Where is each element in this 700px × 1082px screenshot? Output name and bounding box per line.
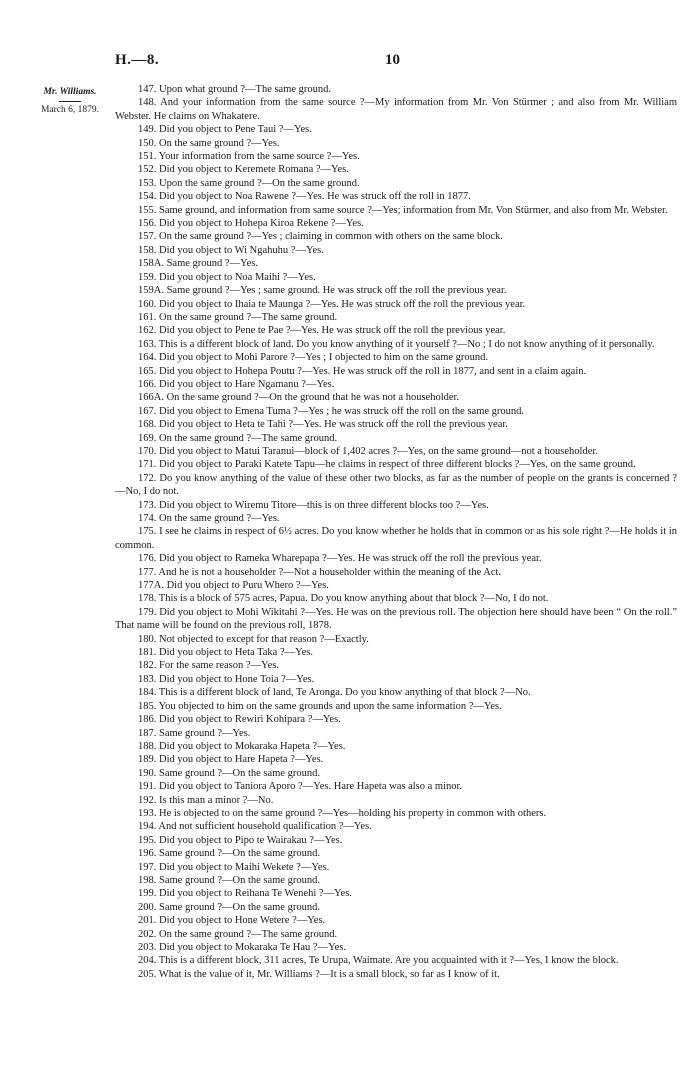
testimony-paragraph: 163. This is a different block of land. Do you know anything of it yourself ?—No ; I do not know anything of it personally.	[138, 338, 655, 350]
testimony-paragraph: 175. I see he claims in respect of 6½ acres. Do you know whether he holds that in common or as his sole right ?—He holds it in common.	[115, 526, 677, 551]
margin-divider	[59, 101, 81, 102]
testimony-paragraph: 168. Did you object to Heta te Tahi ?—Yes. He was struck off the roll the previous year.	[138, 419, 508, 431]
page-header	[115, 52, 660, 72]
testimony-paragraph: 187. Same ground ?—Yes.	[138, 727, 251, 739]
testimony-paragraph: 154. Did you object to Noa Rawene ?—Yes. He was struck off the roll in 1877.	[138, 191, 471, 203]
testimony-paragraph: 200. Same ground ?—On the same ground.	[138, 901, 320, 913]
testimony-paragraph: 156. Did you object to Hohepa Kiroa Rekene ?—Yes.	[138, 218, 364, 230]
testimony-paragraph: 181. Did you object to Heta Taka ?—Yes.	[138, 647, 314, 659]
testimony-paragraph: 152. Did you object to Keremete Romana ?—Yes.	[138, 164, 349, 176]
testimony-paragraph: 205. What is the value of it, Mr. Williams ?—It is a small block, so far as I know of it.	[138, 968, 500, 980]
testimony-paragraph: 165. Did you object to Hohepa Poutu ?—Yes. He was struck off the roll in 1877, and sent in a claim again.	[138, 365, 587, 377]
testimony-paragraph: 150. On the same ground ?—Yes.	[138, 137, 280, 149]
testimony-paragraph: 162. Did you object to Pene te Pae ?—Yes. He was struck off the roll the previous year.	[138, 325, 506, 337]
testimony-paragraph: 195. Did you object to Pipo te Wairakau ?—Yes.	[138, 834, 343, 846]
testimony-paragraph: 182. For the same reason ?—Yes.	[138, 660, 279, 672]
witness-name: Mr. Williams.	[43, 87, 97, 97]
testimony-paragraph: 204. This is a different block, 311 acres, Te Urupa, Waimate. Are you acquainted with it ?—Yes, I know the block.	[138, 955, 619, 967]
testimony-paragraph: 155. Same ground, and information from same source ?—Yes; information from Mr. Von Stürmer, and also from Mr. Webster.	[138, 204, 668, 216]
testimony-paragraph: 174. On the same ground ?—Yes.	[138, 513, 280, 524]
testimony-paragraph: 177A. Did you object to Puru Whero ?—Yes.	[138, 580, 329, 592]
testimony-paragraph: 184. This is a different block of land, Te Aronga. Do you know anything of that block ?—No.	[138, 687, 531, 699]
testimony-paragraph: 199. Did you object to Reihana Te Wenehi ?—Yes.	[138, 888, 352, 900]
testimony-paragraph: 147. Upon what ground ?—The same ground.	[138, 84, 332, 95]
testimony-paragraph: 178. This is a block of 575 acres, Papua. Do you know anything about that block ?—No, I do not.	[138, 593, 549, 605]
testimony-paragraph: 188. Did you object to Mokaraka Hapeta ?—Yes.	[138, 740, 346, 752]
testimony-paragraph: 158A. Same ground ?—Yes.	[138, 258, 258, 270]
testimony-paragraph: 166. Did you object to Hare Ngamanu ?—Yes.	[138, 378, 335, 390]
testimony-paragraph: 164. Did you object to Mohi Parore ?—Yes ; I objected to him on the same ground.	[138, 352, 489, 364]
testimony-paragraph: 173. Did you object to Wiremu Titore—this is on three different blocks too ?—Yes.	[138, 499, 489, 511]
testimony-paragraph: 180. Not objected to except for that reason ?—Exactly.	[138, 633, 369, 645]
testimony-paragraph: 196. Same ground ?—On the same ground.	[138, 848, 320, 860]
testimony-paragraph: 198. Same ground ?—On the same ground.	[138, 874, 320, 886]
testimony-paragraph: 159. Did you object to Noa Maihi ?—Yes.	[138, 271, 316, 283]
testimony-paragraph: 197. Did you object to Maihi Wekete ?—Yes.	[138, 861, 330, 873]
testimony-paragraph: 151. Your information from the same source ?—Yes.	[138, 151, 360, 163]
hearing-date: March 6, 1879.	[40, 105, 100, 115]
testimony-paragraph: 161. On the same ground ?—The same ground.	[138, 311, 338, 323]
testimony-paragraph: 167. Did you object to Emena Tuma ?—Yes ; he was struck off the roll on the same ground.	[138, 405, 525, 417]
testimony-paragraph: 186. Did you object to Rewiri Kohipara ?—Yes.	[138, 714, 341, 726]
testimony-paragraph: 185. You objected to him on the same grounds and upon the same information ?—Yes.	[138, 700, 502, 712]
testimony-paragraph: 202. On the same ground ?—The same ground.	[138, 928, 338, 940]
testimony-paragraph: 191. Did you object to Taniora Aporo ?—Yes. Hare Hapeta was also a minor.	[138, 781, 463, 793]
testimony-paragraph: 171. Did you object to Paraki Katete Tapu—he claims in respect of three different blocks ?—Yes, on the same ground.	[138, 459, 636, 471]
testimony-paragraph: 177. And he is not a householder ?—Not a householder within the meaning of the Act.	[138, 566, 502, 578]
testimony-paragraph: 193. He is objected to on the same ground ?—Yes—holding his property in common with others.	[138, 807, 547, 819]
testimony-paragraph: 201. Did you object to Hone Wetere ?—Yes.	[138, 915, 326, 927]
testimony-paragraph: 190. Same ground ?—On the same ground.	[138, 767, 320, 779]
testimony-paragraph: 149. Did you object to Pene Taui ?—Yes.	[138, 124, 312, 136]
testimony-paragraph: 169. On the same ground ?—The same ground.	[138, 432, 338, 444]
testimony-paragraph: 176. Did you object to Rameka Wharepapa ?—Yes. He was struck off the roll the previous year.	[138, 553, 542, 565]
page-number: 10	[385, 52, 400, 68]
testimony-paragraph: 158. Did you object to Wi Ngahuhu ?—Yes.	[138, 244, 324, 256]
testimony-paragraph: 157. On the same ground ?—Yes ; claiming in common with others on the same block.	[138, 231, 503, 243]
margin-note	[30, 86, 110, 116]
document-reference: H.—8.	[115, 52, 160, 68]
testimony-paragraph: 172. Do you know anything of the value of these other two blocks, as far as the number of people on the grants is concerned ?—No, I do not.	[115, 472, 677, 498]
testimony-paragraph: 148. And your information from the same source ?—My information from Mr. Von Stürmer ; and also from Mr. William Webster. He claims on Whakatere.	[115, 97, 677, 122]
testimony-paragraph: 179. Did you object to Mohi Wikitahi ?—Yes. He was on the previous roll. The objection here should have been “ On the roll.” That name will be found on the previous roll, 1878.	[115, 606, 677, 632]
testimony-paragraph: 189. Did you object to Hare Hapeta ?—Yes.	[138, 754, 324, 766]
testimony-paragraph: 160. Did you object to Ihaia te Maunga ?—Yes. He was struck off the roll the previous year.	[138, 298, 526, 310]
testimony-paragraph: 194. And not sufficient household qualification ?—Yes.	[138, 821, 372, 833]
testimony-paragraph: 166A. On the same ground ?—On the ground that he was not a householder.	[138, 392, 460, 404]
testimony-paragraph: 170. Did you object to Matui Taranui—block of 1,402 acres ?—Yes, on the same ground—not a householder.	[138, 445, 598, 457]
testimony-paragraph: 153. Upon the same ground ?—On the same ground.	[138, 177, 360, 189]
testimony-paragraph: 203. Did you object to Mokaraka Te Hau ?—Yes.	[138, 942, 346, 953]
testimony-paragraph: 159A. Same ground ?—Yes ; same ground. He was struck off the roll the previous year.	[138, 285, 507, 297]
testimony-paragraph: 183. Did you object to Hone Toia ?—Yes.	[138, 673, 315, 685]
testimony-paragraph: 192. Is this man a minor ?—No.	[138, 794, 274, 806]
testimony-body	[115, 83, 677, 981]
